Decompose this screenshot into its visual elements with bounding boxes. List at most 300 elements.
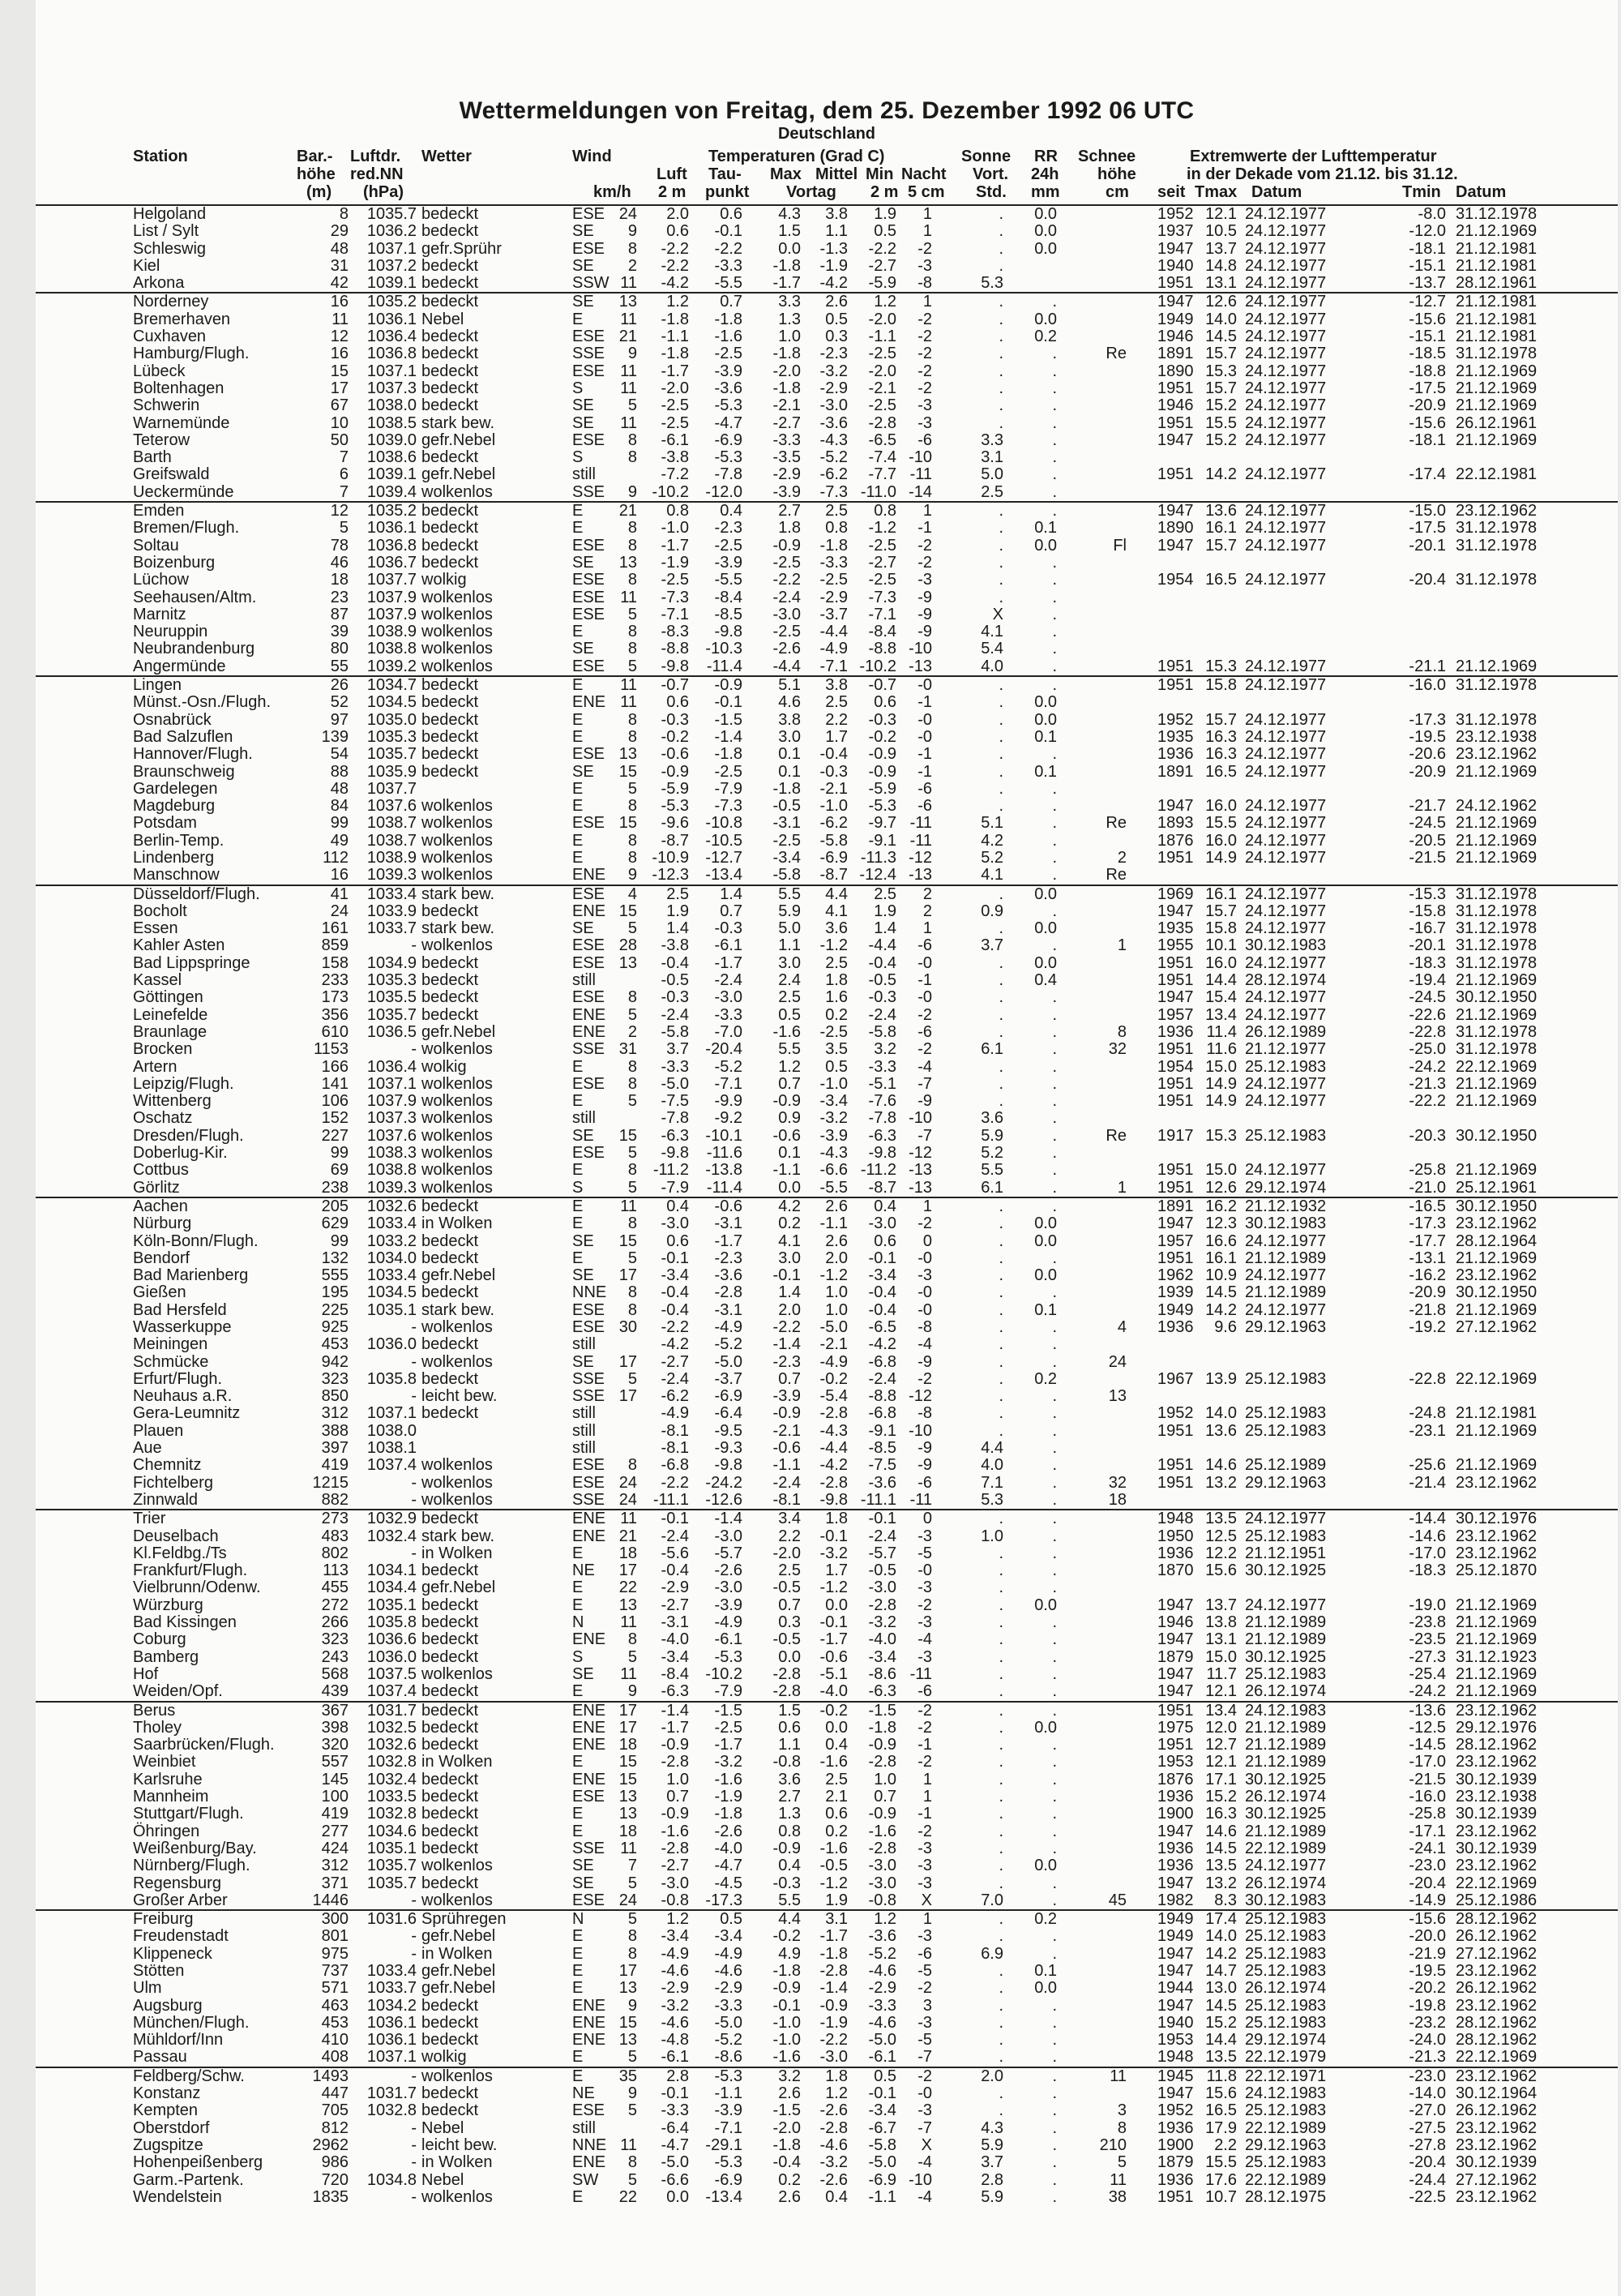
cell-weather: stark bew. [421, 919, 495, 938]
cell-min-2m: -6.8 [868, 1352, 896, 1371]
cell-pressure: 1039.1 [366, 274, 417, 293]
cell-station: Leinefelde [133, 1005, 208, 1024]
cell-wind-dir: E [572, 1092, 584, 1111]
cell-sunshine: . [999, 1839, 1003, 1857]
cell-since: 1951 [1157, 274, 1194, 293]
cell-elevation: 1153 [313, 1040, 349, 1059]
cell-elevation: 205 [321, 1197, 349, 1215]
cell-station: Warnemünde [133, 413, 230, 432]
cell-tmin: -14.6 [1409, 1527, 1446, 1545]
cell-sunshine: 0.9 [981, 902, 1003, 920]
cell-weather: bedeckt [421, 676, 479, 695]
cell-precip: . [1052, 1092, 1057, 1111]
cell-tmin-date: 22.12.1981 [1456, 465, 1538, 484]
cell-dewpoint: -4.5 [714, 1874, 742, 1892]
cell-tmax: 16.0 [1205, 797, 1237, 816]
cell-precip: . [1052, 1404, 1057, 1423]
header-max-a: Max [770, 165, 802, 183]
cell-mean: 0.4 [825, 2187, 848, 2206]
cell-pressure: 1039.0 [366, 430, 417, 449]
cell-weather: gefr.Nebel [421, 1927, 496, 1946]
table-row [36, 1024, 1618, 1041]
cell-night-5cm: -2 [917, 536, 932, 555]
cell-precip: 0.0 [1034, 1979, 1057, 1998]
cell-snow: 38 [1108, 2187, 1127, 2206]
cell-pressure: 1037.4 [366, 1682, 417, 1701]
cell-temp-air: -7.5 [661, 1092, 689, 1111]
cell-sunshine: . [999, 1387, 1003, 1406]
cell-tmax: 17.4 [1205, 1910, 1237, 1929]
cell-dewpoint: -8.5 [714, 605, 742, 623]
cell-tmax-date: 25.12.1983 [1245, 1404, 1327, 1423]
cell-snow: 5 [1117, 2153, 1127, 2172]
cell-pressure: 1037.7 [366, 571, 417, 589]
cell-wind-speed: 5 [627, 605, 637, 623]
cell-tmax-date: 24.12.1977 [1245, 831, 1327, 850]
cell-weather: bedeckt [421, 1613, 479, 1632]
cell-sunshine: 5.4 [981, 640, 1003, 658]
cell-temp-air: -4.9 [661, 1944, 689, 1963]
cell-sunshine: 5.9 [981, 2187, 1003, 2206]
cell-tmax-date: 24.12.1977 [1245, 657, 1327, 675]
cell-elevation: 141 [321, 1074, 349, 1093]
cell-station: Aachen [133, 1197, 188, 1215]
cell-night-5cm: -1 [917, 971, 932, 990]
cell-max-prev: 0.3 [778, 1613, 801, 1632]
cell-tmax-date: 24.12.1977 [1245, 239, 1327, 258]
cell-pressure: - [411, 1387, 417, 1406]
cell-min-2m: -11.2 [860, 1161, 896, 1180]
cell-weather: wolkig [421, 571, 467, 589]
table-row [36, 1579, 1618, 1596]
cell-mean: 0.0 [825, 1596, 848, 1614]
cell-tmin: -19.8 [1409, 1996, 1446, 2015]
cell-dewpoint: -10.8 [705, 814, 742, 833]
cell-tmax-date: 21.12.1989 [1245, 1753, 1327, 1771]
cell-station: Potsdam [133, 814, 197, 833]
cell-min-2m: -0.5 [868, 971, 896, 990]
cell-night-5cm: -3 [917, 1874, 932, 1892]
table-row [36, 2154, 1618, 2171]
cell-mean: 1.1 [825, 222, 848, 241]
cell-night-5cm: -2 [917, 379, 932, 397]
cell-wind-dir: still [572, 1335, 596, 1354]
cell-night-5cm: -2 [917, 1369, 932, 1388]
cell-max-prev: 2.2 [778, 1527, 801, 1545]
cell-wind-speed: 5 [627, 1647, 637, 1666]
cell-sunshine: . [999, 256, 1003, 275]
cell-since: 1890 [1157, 519, 1194, 538]
cell-night-5cm: -7 [917, 1126, 932, 1145]
cell-sunshine: . [999, 693, 1003, 712]
cell-temp-air: -3.3 [661, 2101, 689, 2120]
cell-max-prev: 0.1 [778, 762, 801, 781]
header-min-a: Min [866, 165, 894, 183]
cell-temp-air: -1.9 [661, 553, 689, 572]
cell-sunshine: 5.3 [981, 274, 1003, 293]
table-row [36, 2137, 1618, 2154]
cell-weather: wolkenlos [421, 848, 493, 867]
cell-tmax: 10.1 [1205, 936, 1237, 955]
cell-dewpoint: -2.6 [714, 1561, 742, 1580]
cell-tmax-date: 25.12.1983 [1245, 1944, 1327, 1963]
cell-wind-speed: 17 [618, 1352, 637, 1371]
cell-pressure: - [411, 2153, 417, 2172]
cell-tmin: -20.1 [1409, 536, 1446, 555]
cell-elevation: 233 [321, 971, 349, 990]
cell-tmax: 15.7 [1205, 379, 1237, 397]
cell-night-5cm: 1 [922, 919, 932, 938]
cell-tmax: 13.4 [1205, 1005, 1237, 1024]
cell-night-5cm: -9 [917, 1439, 932, 1458]
cell-tmin-date: 21.12.1981 [1456, 256, 1538, 275]
cell-sunshine: . [999, 1961, 1003, 1980]
cell-night-5cm: 0 [922, 1232, 932, 1250]
cell-weather: leicht bew. [421, 1387, 498, 1406]
table-row [36, 1475, 1618, 1492]
cell-night-5cm: -3 [917, 2013, 932, 2032]
cell-pressure: - [411, 1473, 417, 1492]
cell-elevation: 1215 [312, 1473, 349, 1492]
cell-temp-air: 0.6 [666, 693, 689, 712]
cell-max-prev: -0.1 [772, 1266, 801, 1285]
cell-wind-speed: 5 [627, 1910, 637, 1929]
cell-max-prev: 4.2 [778, 1197, 801, 1215]
cell-max-prev: 2.5 [778, 988, 801, 1007]
cell-elevation: 41 [330, 885, 349, 903]
cell-wind-dir: ESE [572, 1144, 605, 1163]
cell-max-prev: -1.8 [772, 2135, 801, 2154]
cell-wind-dir: still [572, 2118, 596, 2137]
cell-since: 1955 [1157, 936, 1194, 955]
cell-max-prev: -0.5 [772, 797, 801, 816]
station-group [36, 501, 1618, 675]
cell-tmax: 15.8 [1205, 676, 1237, 695]
cell-wind-speed: 8 [627, 448, 637, 467]
cell-snow: Fl [1113, 536, 1127, 555]
cell-since: 1947 [1157, 502, 1194, 520]
cell-precip: . [1052, 831, 1057, 850]
cell-tmax-date: 21.12.1989 [1245, 1736, 1327, 1754]
cell-since: 1936 [1157, 1022, 1194, 1041]
cell-tmax-date: 24.12.1977 [1245, 1005, 1327, 1024]
cell-since: 1879 [1157, 1647, 1194, 1666]
cell-dewpoint: -7.1 [714, 2118, 742, 2137]
cell-dewpoint: -7.9 [714, 1682, 742, 1701]
cell-tmin-date: 24.12.1962 [1456, 797, 1538, 816]
cell-dewpoint: -2.3 [714, 1249, 742, 1267]
cell-sunshine: 5.9 [981, 2135, 1003, 2154]
cell-pressure: 1034.4 [366, 1578, 417, 1597]
cell-wind-speed: 8 [627, 2153, 637, 2172]
cell-wind-dir: NE [572, 2084, 595, 2103]
cell-tmin: -15.6 [1409, 310, 1446, 328]
cell-station: Zinnwald [133, 1490, 199, 1509]
cell-elevation: 26 [330, 676, 349, 695]
cell-wind-speed: 9 [627, 866, 637, 885]
cell-precip: . [1052, 1544, 1057, 1562]
cell-tmax: 15.5 [1205, 814, 1237, 833]
table-row [36, 694, 1618, 711]
cell-elevation: 859 [321, 936, 349, 955]
cell-wind-dir: S [572, 1178, 584, 1197]
table-row [36, 1788, 1618, 1806]
cell-wind-dir: E [572, 2067, 584, 2085]
cell-station: Stötten [133, 1961, 185, 1980]
cell-elevation: 39 [330, 623, 349, 641]
cell-night-5cm: 1 [922, 1910, 932, 1929]
cell-mean: 0.8 [825, 519, 848, 538]
cell-tmax-date: 21.12.1989 [1245, 1718, 1327, 1737]
cell-night-5cm: -4 [917, 2153, 932, 2172]
cell-precip: . [1052, 1788, 1057, 1806]
cell-sunshine: . [999, 1979, 1003, 1998]
cell-wind-dir: SE [572, 1874, 594, 1892]
cell-min-2m: -7.7 [868, 465, 896, 484]
cell-wind-speed: 13 [618, 1805, 637, 1823]
cell-tmin-date: 23.12.1962 [1456, 1996, 1538, 2015]
cell-elevation: 5 [339, 519, 349, 538]
cell-pressure: 1033.2 [366, 1232, 417, 1250]
cell-pressure: 1039.3 [366, 1178, 417, 1197]
cell-max-prev: -2.5 [772, 553, 801, 572]
cell-tmin: -16.0 [1409, 1788, 1446, 1806]
cell-elevation: 7 [339, 448, 349, 467]
cell-temp-air: -2.2 [661, 1473, 689, 1492]
cell-min-2m: -9.1 [868, 831, 896, 850]
cell-pressure: 1035.0 [366, 710, 417, 729]
cell-tmin: -17.4 [1409, 465, 1446, 484]
cell-precip: . [1052, 2135, 1057, 2154]
cell-since: 1951 [1157, 413, 1194, 432]
cell-min-2m: 1.4 [874, 919, 896, 938]
cell-dewpoint: -3.3 [714, 256, 742, 275]
cell-pressure: - [411, 1352, 417, 1371]
cell-temp-air: -2.4 [661, 1005, 689, 1024]
cell-tmax: 12.6 [1205, 293, 1237, 311]
cell-wind-dir: ENE [572, 1996, 606, 2015]
cell-tmin-date: 22.12.1969 [1456, 1369, 1538, 1388]
cell-tmin: -21.4 [1409, 1473, 1446, 1492]
cell-precip: . [1052, 1421, 1057, 1440]
cell-sunshine: . [999, 1596, 1003, 1614]
cell-tmin-date: 23.12.1962 [1456, 745, 1538, 764]
cell-station: Bad Marienberg [133, 1266, 249, 1285]
table-row [36, 1771, 1618, 1788]
cell-since: 1962 [1157, 1266, 1194, 1285]
cell-tmin-date: 21.12.1969 [1456, 762, 1538, 781]
station-group [36, 204, 1618, 292]
cell-station: Lübeck [133, 362, 186, 380]
cell-tmax-date: 22.12.1979 [1245, 2048, 1327, 2067]
cell-sunshine: 1.0 [981, 1527, 1003, 1545]
cell-wind-dir: S [572, 448, 584, 467]
cell-pressure: 1037.1 [366, 239, 417, 258]
cell-dewpoint: -2.2 [714, 239, 742, 258]
cell-pressure: 1038.7 [366, 814, 417, 833]
cell-min-2m: -9.8 [868, 1144, 896, 1163]
cell-dewpoint: -9.3 [714, 1439, 742, 1458]
cell-tmin: -23.1 [1409, 1421, 1446, 1440]
cell-precip: . [1052, 902, 1057, 920]
header-mittel-a: Mittel [815, 165, 858, 183]
cell-wind-speed: 8 [627, 831, 637, 850]
cell-tmax: 16.0 [1205, 831, 1237, 850]
cell-sunshine: 5.1 [981, 814, 1003, 833]
cell-station: Hannover/Flugh. [133, 745, 253, 764]
cell-night-5cm: X [921, 1891, 932, 1909]
cell-precip: . [1052, 866, 1057, 885]
cell-min-2m: -0.3 [868, 710, 896, 729]
cell-night-5cm: 3 [922, 1996, 932, 2015]
cell-night-5cm: -4 [917, 1335, 932, 1354]
cell-wind-dir: ESE [572, 1456, 605, 1475]
cell-tmax-date: 24.12.1977 [1245, 571, 1327, 589]
cell-elevation: 80 [330, 640, 349, 658]
cell-pressure: 1032.6 [366, 1197, 417, 1215]
cell-dewpoint: -7.3 [714, 797, 742, 816]
cell-max-prev: -8.1 [772, 1490, 801, 1509]
cell-wind-speed: 17 [618, 1701, 637, 1720]
cell-station: Münst.-Osn./Flugh. [133, 693, 272, 712]
cell-sunshine: . [999, 1753, 1003, 1771]
cell-wind-speed: 30 [618, 1318, 637, 1336]
cell-night-5cm: 1 [922, 222, 932, 241]
cell-station: Kl.Feldbg./Ts [133, 1544, 227, 1562]
cell-elevation: 18 [330, 571, 349, 589]
cell-wind-speed: 31 [618, 1040, 637, 1059]
cell-elevation: 99 [330, 1144, 349, 1163]
cell-wind-dir: E [572, 2048, 584, 2067]
cell-temp-air: -3.8 [661, 936, 689, 955]
cell-since: 1876 [1157, 1770, 1194, 1788]
cell-station: Augsburg [133, 1996, 203, 2015]
cell-dewpoint: -4.9 [714, 1613, 742, 1632]
cell-precip: . [1052, 2031, 1057, 2050]
cell-tmax-date: 24.12.1977 [1245, 293, 1327, 311]
cell-tmin: -21.1 [1409, 657, 1446, 675]
cell-weather: wolkenlos [421, 1109, 493, 1128]
cell-tmax: 10.5 [1205, 222, 1237, 241]
cell-tmin: -21.5 [1409, 848, 1446, 867]
cell-tmax: 13.9 [1205, 1369, 1237, 1388]
table-row [36, 1059, 1618, 1076]
cell-temp-air: 1.2 [666, 293, 689, 311]
cell-min-2m: -5.3 [868, 797, 896, 816]
cell-pressure: 1035.7 [366, 205, 417, 223]
cell-snow: 2 [1117, 848, 1127, 867]
cell-mean: -4.9 [819, 1352, 848, 1371]
table-row [36, 2085, 1618, 2102]
cell-weather: gefr.Nebel [421, 465, 496, 484]
cell-pressure: 1037.2 [366, 256, 417, 275]
cell-elevation: 225 [321, 1300, 349, 1319]
cell-station: Coburg [133, 1630, 186, 1649]
cell-pressure: - [411, 1318, 417, 1336]
cell-weather: bedeckt [421, 1197, 479, 1215]
cell-precip: . [1052, 848, 1057, 867]
cell-since: 1947 [1157, 902, 1194, 920]
cell-elevation: 54 [330, 745, 349, 764]
cell-wind-dir: SSE [572, 1490, 605, 1509]
cell-max-prev: -3.4 [772, 848, 801, 867]
table-row [36, 1911, 1618, 1928]
cell-max-prev: 3.4 [778, 1510, 801, 1528]
cell-tmax: 14.6 [1205, 1822, 1237, 1840]
cell-wind-dir: ENE [572, 2013, 606, 2032]
cell-dewpoint: -1.1 [714, 2084, 742, 2103]
cell-wind-speed: 2 [627, 256, 637, 275]
cell-precip: . [1052, 988, 1057, 1007]
cell-precip: . [1052, 1613, 1057, 1632]
cell-mean: 4.4 [825, 885, 848, 903]
header-wind-unit: km/h [593, 183, 631, 201]
cell-precip: . [1052, 2118, 1057, 2137]
cell-tmax: 11.7 [1206, 1664, 1237, 1683]
header-seit: seit [1157, 183, 1186, 201]
table-row [36, 1162, 1618, 1179]
cell-tmax-date: 28.12.1974 [1245, 971, 1327, 990]
cell-since: 1946 [1157, 328, 1194, 346]
cell-sunshine: . [999, 971, 1003, 990]
cell-night-5cm: -2 [917, 239, 932, 258]
cell-tmax-date: 24.12.1977 [1245, 1266, 1327, 1285]
cell-dewpoint: -1.5 [714, 710, 742, 729]
cell-wind-speed: 18 [618, 1822, 637, 1840]
cell-wind-dir: ESE [572, 328, 605, 346]
cell-tmax-date: 24.12.1977 [1245, 902, 1327, 920]
cell-elevation: 52 [330, 693, 349, 712]
cell-tmax: 15.7 [1205, 536, 1237, 555]
cell-weather: bedeckt [421, 1232, 479, 1250]
header-luft3: (hPa) [363, 183, 404, 201]
cell-sunshine: 7.1 [981, 1473, 1003, 1492]
cell-min-2m: -2.8 [868, 1839, 896, 1857]
cell-since: 1951 [1157, 1456, 1194, 1475]
cell-elevation: 238 [321, 1178, 349, 1197]
cell-tmin-date: 21.12.1981 [1456, 310, 1538, 328]
cell-since: 1951 [1157, 1421, 1194, 1440]
cell-max-prev: 4.3 [778, 205, 801, 223]
cell-mean: -1.0 [819, 1074, 848, 1093]
table-row [36, 658, 1618, 675]
cell-station: Hamburg/Flugh. [133, 345, 250, 363]
cell-pressure: - [411, 936, 417, 955]
cell-mean: 1.2 [825, 2084, 848, 2103]
cell-wind-speed: 8 [627, 239, 637, 258]
table-row [36, 1963, 1618, 1980]
cell-temp-air: -4.7 [661, 2135, 689, 2154]
table-row [36, 345, 1618, 362]
cell-sunshine: . [999, 1910, 1003, 1929]
table-row [36, 989, 1618, 1006]
cell-tmin-date: 22.12.1969 [1456, 2048, 1538, 2067]
cell-precip: . [1052, 2013, 1057, 2032]
cell-weather: wolkenlos [421, 1490, 493, 1509]
cell-elevation: 161 [321, 919, 349, 938]
cell-station: Angermünde [133, 657, 226, 675]
cell-snow: 13 [1108, 1387, 1127, 1406]
cell-tmin: -14.4 [1409, 1510, 1446, 1528]
cell-precip: . [1052, 396, 1057, 415]
cell-mean: -2.3 [819, 345, 848, 363]
cell-night-5cm: -5 [917, 1544, 932, 1562]
table-row [36, 1250, 1618, 1267]
cell-min-2m: -2.8 [868, 1596, 896, 1614]
cell-since: 1876 [1157, 831, 1194, 850]
table-row [36, 484, 1618, 501]
cell-temp-air: -1.4 [661, 1701, 689, 1720]
